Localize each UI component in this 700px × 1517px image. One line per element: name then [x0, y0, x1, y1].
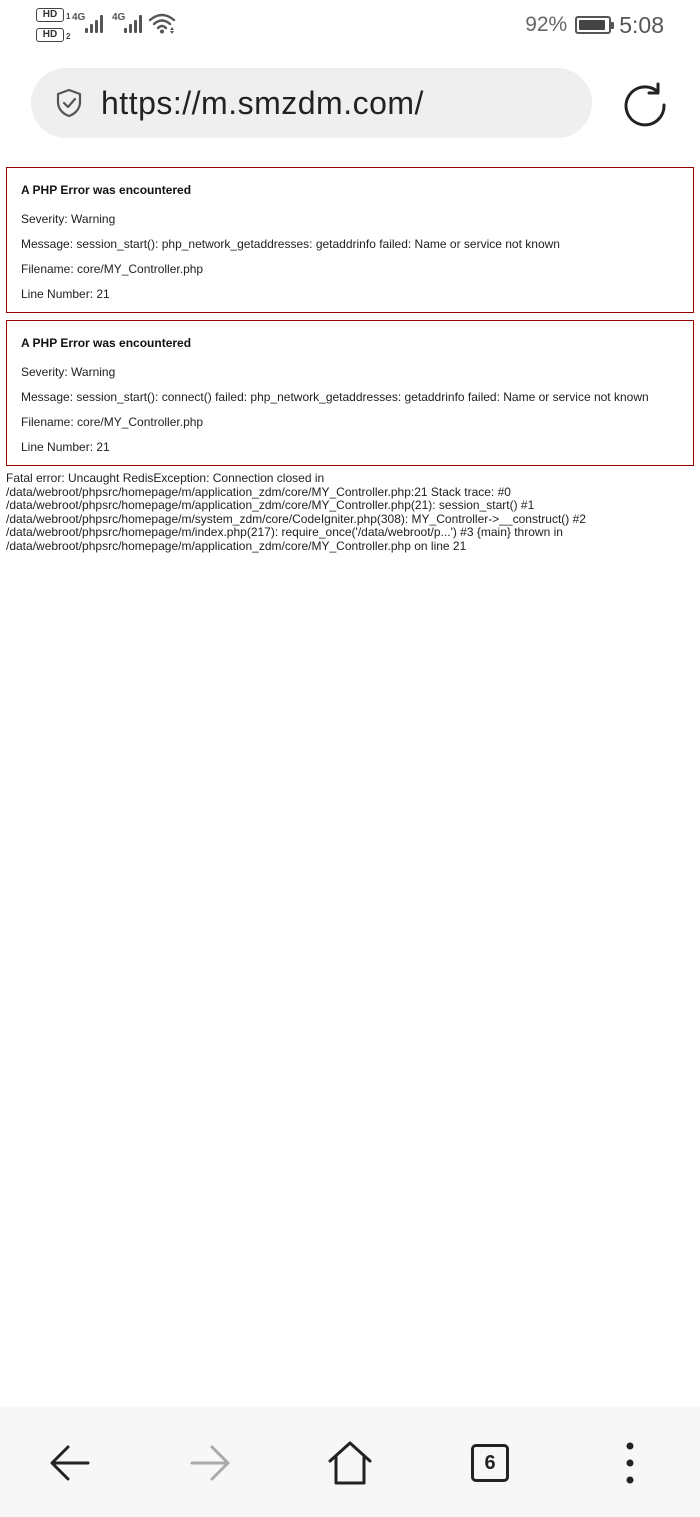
tab-count: 6 — [471, 1444, 509, 1482]
sim1-index: 1 — [66, 12, 71, 21]
status-bar-right — [525, 12, 664, 38]
home-icon — [326, 1439, 374, 1487]
more-vertical-icon — [624, 1441, 636, 1485]
error-title: A PHP Error was encountered — [21, 183, 192, 197]
error-message: Message: session_start(): php_network_getaddresses: getaddrinfo failed: Name or service not known — [21, 237, 560, 251]
fatal-line: Fatal error: Uncaught RedisException: Connection closed in — [6, 471, 325, 485]
status-bar — [0, 0, 700, 50]
error-line-number: Line Number: 21 — [21, 287, 110, 301]
fatal-line: /data/webroot/phpsrc/homepage/m/application_zdm/core/MY_Controller.php(21): session_start() #1 — [6, 498, 535, 513]
error-title: A PHP Error was encountered — [21, 336, 192, 350]
fatal-line: /data/webroot/phpsrc/homepage/m/application_zdm/core/MY_Controller.php on line 21 — [6, 538, 467, 553]
error-message: Message: session_start(): connect() failed: php_network_getaddresses: getaddrinfo failed: Name or service not known — [21, 390, 649, 404]
sim1-hd-badge: HD — [36, 8, 64, 22]
network2-label: 4G — [112, 12, 126, 23]
signal1-icon — [85, 13, 103, 33]
bottom-nav-bar — [0, 1407, 700, 1517]
menu-button[interactable] — [600, 1435, 660, 1491]
sim2-index: 2 — [66, 32, 71, 41]
home-button[interactable] — [320, 1435, 380, 1491]
fatal-line: /data/webroot/phpsrc/homepage/m/index.php(217): require_once('/data/webroot/p...') #3 {main} thrown in — [6, 525, 563, 540]
tabs-button[interactable] — [460, 1435, 520, 1491]
address-bar[interactable] — [31, 68, 592, 138]
fatal-line: /data/webroot/phpsrc/homepage/m/system_zdm/core/CodeIgniter.php(308): MY_Controller->__construct() #2 — [6, 511, 586, 526]
fatal-error-text — [6, 472, 692, 554]
reload-icon[interactable] — [622, 82, 668, 128]
wifi-icon — [148, 12, 176, 34]
signal2-icon — [124, 13, 142, 33]
shield-check-icon[interactable] — [55, 88, 83, 118]
php-error-box-2 — [6, 320, 694, 466]
error-line-number: Line Number: 21 — [21, 440, 110, 454]
forward-button[interactable] — [180, 1435, 240, 1491]
arrow-left-icon — [48, 1443, 92, 1483]
error-severity: Severity: Warning — [21, 365, 116, 379]
battery-percent: 92% — [525, 13, 568, 36]
battery-icon — [575, 16, 611, 34]
error-filename: Filename: core/MY_Controller.php — [21, 262, 204, 276]
back-button[interactable] — [40, 1435, 100, 1491]
error-filename: Filename: core/MY_Controller.php — [21, 415, 204, 429]
sim2-hd-badge: HD — [36, 28, 64, 42]
php-error-box-1 — [6, 167, 694, 313]
url-text[interactable]: https://m.smzdm.com/ — [101, 85, 424, 121]
network1-label: 4G — [72, 12, 86, 23]
arrow-right-icon — [188, 1443, 232, 1483]
error-severity: Severity: Warning — [21, 212, 116, 226]
clock: 5:08 — [619, 11, 664, 38]
fatal-line: /data/webroot/phpsrc/homepage/m/application_zdm/core/MY_Controller.php:21 Stack trace: #0 — [6, 484, 511, 499]
battery-fill — [579, 20, 605, 30]
